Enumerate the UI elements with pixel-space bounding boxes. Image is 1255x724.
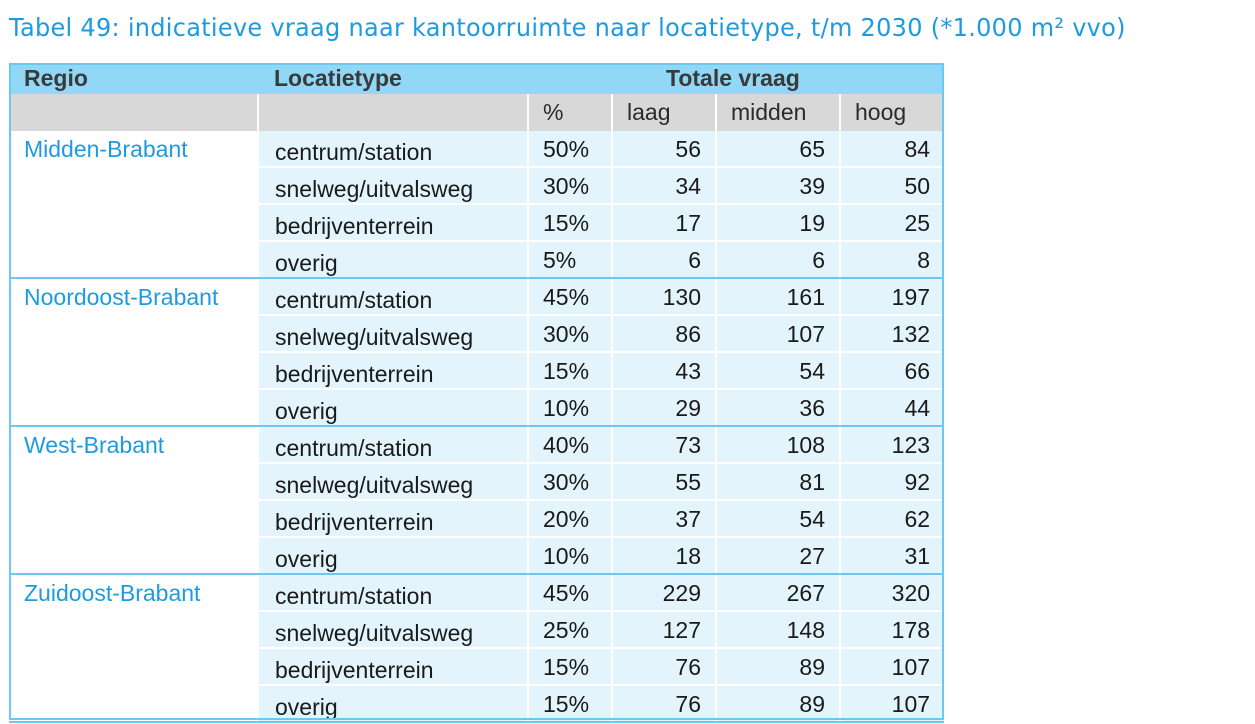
hoog-cell: 92 [840, 463, 944, 500]
laag-cell: 86 [612, 315, 716, 352]
hoog-cell: 123 [840, 426, 944, 463]
pct-cell: 40% [528, 426, 612, 463]
pct-cell: 15% [528, 648, 612, 685]
midden-cell: 148 [716, 611, 840, 648]
pct-cell: 5% [528, 241, 612, 278]
hoog-cell: 25 [840, 204, 944, 241]
table-row [9, 278, 944, 315]
midden-cell: 107 [716, 315, 840, 352]
hoog-cell: 320 [840, 574, 944, 611]
pct-cell: 30% [528, 463, 612, 500]
locatietype-cell: snelweg/uitvalsweg [258, 315, 528, 352]
table-body [9, 131, 944, 722]
locatietype-cell: bedrijventerrein [258, 204, 528, 241]
midden-cell: 6 [716, 241, 840, 278]
regio-cell: Zuidoost-Brabant [9, 574, 258, 722]
header-totale-vraag: Totale vraag [528, 63, 944, 94]
hoog-cell: 84 [840, 131, 944, 167]
locatietype-cell: centrum/station [258, 278, 528, 315]
pct-cell: 15% [528, 204, 612, 241]
hoog-cell: 31 [840, 537, 944, 574]
locatietype-cell: overig [258, 241, 528, 278]
hoog-cell: 107 [840, 648, 944, 685]
laag-cell: 55 [612, 463, 716, 500]
hoog-cell: 178 [840, 611, 944, 648]
midden-cell: 65 [716, 131, 840, 167]
pct-cell: 45% [528, 278, 612, 315]
header-row [9, 63, 944, 94]
laag-cell: 127 [612, 611, 716, 648]
subheader-row [9, 94, 944, 131]
pct-cell: 20% [528, 500, 612, 537]
laag-cell: 29 [612, 389, 716, 426]
hoog-cell: 44 [840, 389, 944, 426]
pct-cell: 30% [528, 315, 612, 352]
laag-cell: 6 [612, 241, 716, 278]
locatietype-cell: overig [258, 685, 528, 722]
pct-cell: 10% [528, 537, 612, 574]
laag-cell: 56 [612, 131, 716, 167]
hoog-cell: 62 [840, 500, 944, 537]
table-row [9, 574, 944, 611]
locatietype-cell: centrum/station [258, 131, 528, 167]
header-regio: Regio [9, 63, 258, 94]
midden-cell: 89 [716, 685, 840, 722]
locatietype-cell: snelweg/uitvalsweg [258, 611, 528, 648]
hoog-cell: 8 [840, 241, 944, 278]
subheader-pct: % [528, 94, 612, 131]
laag-cell: 34 [612, 167, 716, 204]
locatietype-cell: bedrijventerrein [258, 352, 528, 389]
laag-cell: 130 [612, 278, 716, 315]
laag-cell: 76 [612, 685, 716, 722]
subheader-empty [258, 94, 528, 131]
header-locatietype: Locatietype [258, 63, 528, 94]
office-demand-table [9, 63, 944, 723]
pct-cell: 45% [528, 574, 612, 611]
regio-cell: Noordoost-Brabant [9, 278, 258, 426]
locatietype-cell: bedrijventerrein [258, 500, 528, 537]
subheader-midden: midden [716, 94, 840, 131]
laag-cell: 73 [612, 426, 716, 463]
midden-cell: 81 [716, 463, 840, 500]
table-row [9, 426, 944, 463]
pct-cell: 15% [528, 685, 612, 722]
subheader-empty [9, 94, 258, 131]
subheader-laag: laag [612, 94, 716, 131]
midden-cell: 108 [716, 426, 840, 463]
laag-cell: 37 [612, 500, 716, 537]
laag-cell: 76 [612, 648, 716, 685]
locatietype-cell: snelweg/uitvalsweg [258, 463, 528, 500]
laag-cell: 229 [612, 574, 716, 611]
midden-cell: 54 [716, 352, 840, 389]
midden-cell: 54 [716, 500, 840, 537]
midden-cell: 19 [716, 204, 840, 241]
laag-cell: 43 [612, 352, 716, 389]
laag-cell: 17 [612, 204, 716, 241]
locatietype-cell: overig [258, 389, 528, 426]
pct-cell: 50% [528, 131, 612, 167]
laag-cell: 18 [612, 537, 716, 574]
hoog-cell: 66 [840, 352, 944, 389]
locatietype-cell: centrum/station [258, 574, 528, 611]
locatietype-cell: overig [258, 537, 528, 574]
midden-cell: 39 [716, 167, 840, 204]
regio-cell: Midden-Brabant [9, 131, 258, 278]
locatietype-cell: snelweg/uitvalsweg [258, 167, 528, 204]
hoog-cell: 50 [840, 167, 944, 204]
subheader-hoog: hoog [840, 94, 944, 131]
hoog-cell: 107 [840, 685, 944, 722]
regio-cell: West-Brabant [9, 426, 258, 574]
table-title: Tabel 49: indicatieve vraag naar kantoorruimte naar locatietype, t/m 2030 (*1.000 m² vvo) [9, 13, 1126, 42]
midden-cell: 267 [716, 574, 840, 611]
hoog-cell: 132 [840, 315, 944, 352]
pct-cell: 15% [528, 352, 612, 389]
pct-cell: 10% [528, 389, 612, 426]
midden-cell: 161 [716, 278, 840, 315]
pct-cell: 30% [528, 167, 612, 204]
pct-cell: 25% [528, 611, 612, 648]
midden-cell: 27 [716, 537, 840, 574]
midden-cell: 36 [716, 389, 840, 426]
table-row [9, 131, 944, 167]
locatietype-cell: centrum/station [258, 426, 528, 463]
hoog-cell: 197 [840, 278, 944, 315]
locatietype-cell: bedrijventerrein [258, 648, 528, 685]
midden-cell: 89 [716, 648, 840, 685]
